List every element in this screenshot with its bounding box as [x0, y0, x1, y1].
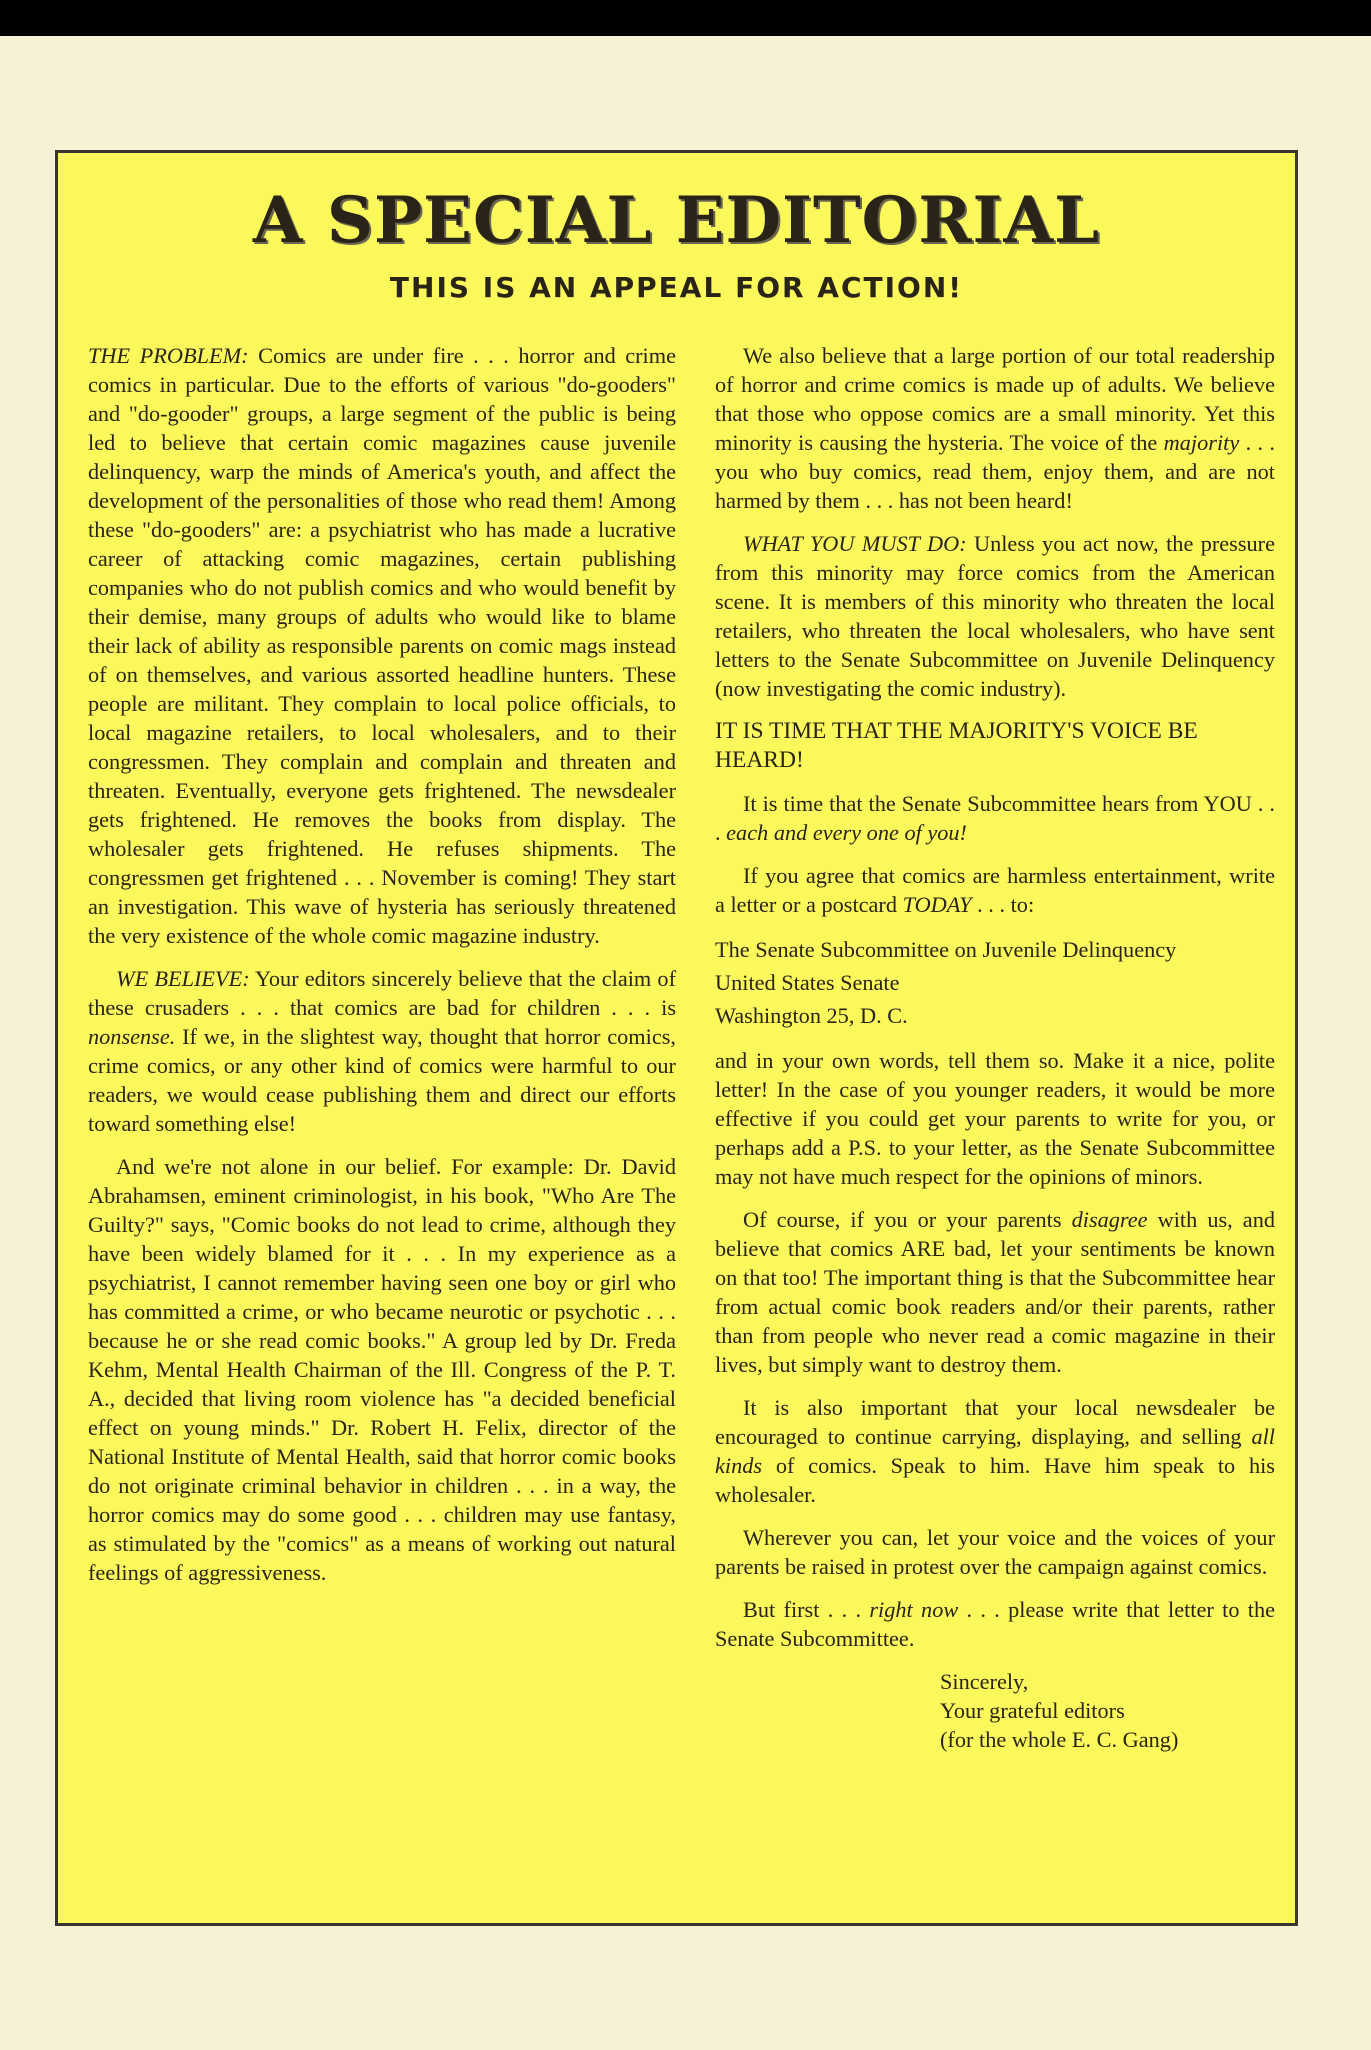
paragraph-own-words: and in your own words, tell them so. Make it a nice, polite letter! In the case of you younger readers, it would be more effective if you could get your parents to write for you, or perhaps add a P.S. to your letter, as the Senate Subcommittee may not have much respect for the opinions of minors.	[715, 1048, 1275, 1189]
paragraph-text: Comics are under fire . . . horror and crime comics in particular. Due to the efforts of various "do-gooders" and "do-gooder" groups, a large segment of the public is being led to believe that certain comic magazines cause juvenile delinquency, warp the minds of America's youth, and affect the development of the personalities of those who read them! Among these "do-gooders" are: a psychiatrist who has made a lucrative career of attacking comic magazines, certain publishing companies who do not publish comics and who would benefit by their demise, many groups of adults who would like to blame their lack of ability as responsible parents on comic mags instead of on themselves, and various assorted headline hunters. These people are militant. They complain to local police officials, to local magazine retailers, to local wholesalers, and to their congressmen. They complain and complain and threaten and threaten. Eventually, everyone gets frightened. The newsdealer gets frightened. He removes the books from display. The wholesaler gets frightened. He refuses shipments. The congressmen get frightened . . . November is coming! They start an investigation. This wave of hysteria has seriously threatened the very existence of the whole comic magazine industry.	[88, 343, 676, 948]
paragraph-call-to-action: IT IS TIME THAT THE MAJORITY'S VOICE BE HEARD!	[715, 718, 1198, 773]
paragraph-majority	[715, 341, 1275, 515]
paragraph-disagree	[715, 1205, 1275, 1379]
paragraph-write-letter	[715, 861, 1275, 919]
paragraph-text: But first . . .	[743, 1597, 870, 1622]
emphasis: disagree	[1071, 1207, 1148, 1232]
signoff	[940, 1667, 1275, 1754]
paragraph-text: . . . to:	[971, 892, 1035, 917]
left-column	[88, 341, 676, 1601]
paragraph-we-believe	[88, 964, 676, 1138]
paragraph-text: Your editors sincerely believe that the claim of these crusaders . . . that comics are bad for children . . . is	[88, 966, 676, 1020]
paragraph-quotes: And we're not alone in our belief. For example: Dr. David Abrahamsen, eminent criminologist, in his book, "Who Are The Guilty?" says, "Comic books do not lead to crime, although they have been widely blamed for it . . . In my experience as a psychiatrist, I cannot remember having seen one boy or girl who has committed a crime, or who became neurotic or psychotic . . . because he or she read comic books." A group led by Dr. Freda Kehm, Mental Health Chairman of the Ill. Congress of the P. T. A., decided that living room violence has "a decided beneficial effect on young minds." Dr. Robert H. Felix, director of the National Institute of Mental Health, said that horror comic books do not originate criminal behavior in children . . . in a way, the horror comics may do some good . . . children may use fantasy, as stimulated by the "comics" as a means of working out natural feelings of aggressiveness.	[88, 1154, 676, 1585]
paragraph-text: . . . you who buy comics, read them, enjoy them, and are not harmed by them . . . has not been heard!	[715, 430, 1275, 513]
editorial-panel	[55, 150, 1298, 1926]
emphasis: nonsense.	[88, 1024, 176, 1049]
editorial-subtitle: THIS IS AN APPEAL FOR ACTION!	[389, 271, 964, 304]
emphasis: TODAY	[902, 892, 972, 917]
paragraph-text: . . . please write that letter to the Senate Subcommittee.	[715, 1597, 1276, 1651]
paragraph-text: of comics. Speak to him. Have him speak to his wholesaler.	[715, 1453, 1275, 1507]
paragraph-time	[715, 789, 1275, 847]
top-border	[0, 0, 1371, 36]
signoff-line: Your grateful editors	[940, 1698, 1125, 1723]
paragraph-what-you-must-do	[715, 529, 1275, 703]
mailing-address	[715, 933, 1275, 1032]
lead-in: WE BELIEVE:	[116, 966, 250, 991]
signoff-line: (for the whole E. C. Gang)	[940, 1727, 1179, 1752]
paragraph-text: Unless you act now, the pressure from this minority may force comics from the American scene. It is members of this minority who threaten the local retailers, who threaten the local wholesalers, who have sent letters to the Senate Subcommittee on Juvenile Delinquency (now investigating the comic industry).	[715, 531, 1275, 701]
address-line: Washington 25, D. C.	[715, 1003, 908, 1028]
paragraph-text: Of course, if you or your parents	[743, 1207, 1072, 1232]
paragraph-but-first	[715, 1595, 1275, 1653]
paragraph-newsdealer	[715, 1393, 1275, 1509]
address-line: The Senate Subcommittee on Juvenile Delinquency	[715, 937, 1177, 962]
lead-in: THE PROBLEM:	[88, 343, 249, 368]
right-column	[715, 341, 1275, 1754]
paragraph-text: We also believe that a large portion of our total readership of horror and crime comics is made up of adults. We believe that those who oppose comics are a small minority. Yet this minority is causing the hysteria. The voice of the	[715, 343, 1275, 455]
paragraph-text: It is time that the Senate Subcommittee hears from YOU . . .	[715, 791, 1275, 845]
emphasis: all kinds	[715, 1424, 1275, 1478]
paragraph-text: If you agree that comics are harmless entertainment, write a letter or a postcard	[715, 863, 1275, 917]
editorial-title: A SPECIAL EDITORIAL	[252, 183, 1101, 258]
paragraph-text: It is also important that your local newsdealer be encouraged to continue carrying, displaying, and selling	[715, 1395, 1275, 1449]
emphasis: each and every one of you!	[726, 820, 967, 845]
paragraph-wherever: Wherever you can, let your voice and the voices of your parents be raised in protest over the campaign against comics.	[715, 1525, 1275, 1579]
paragraph-the-problem	[88, 341, 676, 950]
paragraph-text: with us, and believe that comics ARE bad, let your sentiments be known on that too! The important thing is that the Subcommittee hear from actual comic book readers and/or their parents, rather than from people who never read a comic magazine in their lives, but simply want to destroy them.	[715, 1207, 1275, 1377]
lead-in: WHAT YOU MUST DO:	[743, 531, 967, 556]
emphasis: right now	[869, 1597, 959, 1622]
emphasis: majority	[1163, 430, 1240, 455]
paragraph-text: If we, in the slightest way, thought that horror comics, crime comics, or any other kind of comics were harmful to our readers, we would cease publishing them and direct our efforts toward something else!	[88, 1024, 676, 1136]
signoff-line: Sincerely,	[940, 1669, 1029, 1694]
address-line: United States Senate	[715, 970, 900, 995]
